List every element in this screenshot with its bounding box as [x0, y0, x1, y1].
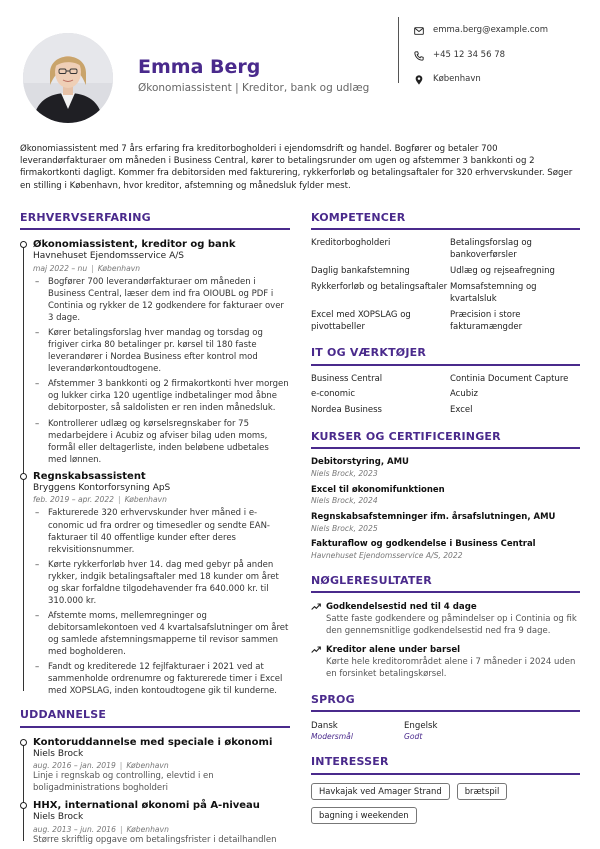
course-item	[311, 539, 580, 561]
skill-item: Excel med XOPSLAG og pivottabeller	[311, 309, 411, 332]
section-heading-achievements: NØGLERESULTATER	[311, 573, 580, 593]
education-dates: aug. 2013 – jun. 2016	[33, 824, 116, 834]
course-provider: Niels Brock, 2024	[311, 496, 378, 506]
skill-item: Præcision i store fakturamængder	[450, 309, 523, 332]
employer: Havnehuset Ejendomsservice A/S	[33, 251, 184, 262]
skill-item: Momsafstemning og kvartalsluk	[450, 281, 537, 304]
section-heading-languages: SPROG	[311, 692, 580, 712]
job-bullets	[33, 507, 290, 697]
resume-header	[0, 0, 600, 135]
job-title: Regnskabsassistent	[33, 470, 146, 482]
contact-email[interactable]	[414, 19, 548, 44]
profile-photo	[23, 33, 113, 123]
timeline-dot	[20, 241, 27, 248]
course-title: Fakturaflow og godkendelse i Business Central	[311, 538, 536, 549]
experience-item	[33, 470, 290, 698]
contact-list	[414, 19, 548, 93]
tool-item: Excel	[450, 405, 473, 416]
experience-timeline	[20, 238, 290, 697]
job-bullet: – Bogfører 700 leverandørfakturaer om måneden i Business Central, læser dem ind fra OIOUBL og PDF i Continia og rykker de 12 godkendere for fakturaer over 3 dage.	[33, 276, 290, 324]
degree-title: HHX, international økonomi på A-niveau	[33, 800, 260, 812]
section-heading-skills: KOMPETENCER	[311, 210, 580, 230]
candidate-name: Emma Berg	[138, 56, 261, 78]
education-description: Større skriftlig opgave om betalingsfrister i detailhandlen	[33, 834, 277, 845]
tool-item: e-conomic	[311, 389, 356, 400]
timeline-dot	[20, 473, 27, 480]
job-dates: maj 2022 – nu	[33, 263, 88, 273]
achievement-item	[311, 601, 580, 637]
education-dates: aug. 2016 – jan. 2019	[33, 761, 116, 771]
course-provider: Havnehuset Ejendomsservice A/S, 2022	[311, 550, 463, 560]
education-item	[33, 799, 290, 847]
interests-section	[311, 754, 580, 824]
skill-item: Daglig bankafstemning	[311, 265, 410, 276]
job-location: København	[97, 263, 141, 273]
language-level: Modersmål	[311, 731, 353, 741]
course-title: Regnskabsafstemninger ifm. årsafslutningen, AMU	[311, 511, 556, 522]
education-item	[33, 736, 290, 795]
interest-tag: bagning i weekenden	[311, 807, 417, 824]
tool-item: Business Central	[311, 373, 383, 384]
skill-item: Kreditorbogholderi	[311, 238, 391, 249]
job-bullet: – Fandt og krediterede 12 fejlfakturaer i 2021 ved at sammenholde ordrenumre og fakturerede timer i Excel med XOPSLAG, inden kontoudtogene gik til kunderne.	[33, 661, 290, 697]
job-dates: feb. 2019 – apr. 2022	[33, 495, 114, 505]
job-bullet: – Kontrollerer udlæg og kørselsregnskaber for 75 medarbejdere i Acubiz og afviser bilag uden moms, formål eller deltagerliste, inden beløbene udbetales med lønnen.	[33, 418, 290, 466]
interest-tag: brætspil	[457, 783, 508, 800]
achievement-description: Satte faste godkendere og påmindelser op i Continia og fik den gennemsnitlige godkendelsestid ned fra 9 dage.	[326, 614, 577, 637]
job-bullets	[33, 276, 290, 466]
contact-location	[414, 68, 548, 93]
section-heading-courses: KURSER OG CERTIFICERINGER	[311, 429, 580, 449]
course-item	[311, 512, 580, 534]
job-meta: maj 2022 – nu | København	[33, 263, 141, 273]
languages-grid	[311, 720, 580, 743]
course-item	[311, 485, 580, 507]
school: Niels Brock	[33, 748, 84, 759]
interest-tag: Havkajak ved Amager Strand	[311, 783, 450, 800]
course-item	[311, 457, 580, 479]
contact-phone-text: +45 12 34 56 78	[433, 49, 506, 60]
job-bullet: – Afstemte moms, mellemregninger og debitorsamlekontoen ved 4 kvartalsafslutninger om året og samlede afstemningsmapperne til revisor sammen med bogholderen.	[33, 610, 290, 658]
school: Niels Brock	[33, 812, 84, 823]
contact-phone[interactable]	[414, 44, 548, 69]
email-icon	[414, 26, 424, 36]
language-name: Dansk	[311, 720, 338, 731]
tools-grid	[311, 374, 580, 418]
contact-location-text: København	[433, 74, 481, 85]
job-bullet: – Kørte rykkerforløb hver 14. dag med gebyr på anden rykker, indgik betalingsaftaler med 18 kunder om året og skar forfaldne tilgodehavender fra 640.000 kr. til 310.000 kr.	[33, 559, 290, 607]
contact-email-text: emma.berg@example.com	[433, 25, 549, 36]
skills-section	[311, 210, 580, 333]
degree-title: Kontoruddannelse med speciale i økonomi	[33, 736, 273, 748]
achievement-title: Kreditor alene under barsel	[326, 644, 461, 655]
skill-item: Udlæg og rejseafregning	[450, 265, 555, 276]
section-heading-interests: INTERESSER	[311, 754, 580, 774]
experience-item	[33, 238, 290, 466]
person-photo	[23, 33, 113, 123]
location-pin-icon	[414, 75, 424, 85]
job-bullet: – Fakturerede 320 erhvervskunder hver måned i e-conomic ud fra ordrer og timesedler og sendte EAN-fakturaer til 40 offentlige kunder efter deres rekvisitionsnummer.	[33, 507, 290, 555]
right-column	[311, 210, 580, 836]
achievement-description: Kørte hele kreditorområdet alene i 7 måneder i 2024 uden en forsinket betalingskørsel.	[326, 656, 576, 679]
header-divider	[398, 17, 399, 83]
language-item	[404, 720, 504, 743]
tool-item: Continia Document Capture	[450, 373, 569, 384]
course-title: Debitorstyring, AMU	[311, 457, 409, 468]
course-title: Excel til økonomifunktionen	[311, 484, 445, 495]
education-location: København	[126, 824, 169, 834]
job-title: Økonomiassistent, kreditor og bank	[33, 239, 236, 251]
education-location: København	[126, 761, 169, 771]
left-column	[20, 210, 290, 849]
skills-grid	[311, 238, 580, 333]
interest-tags	[311, 783, 541, 825]
skill-item: Betalingsforslag og bankoverførsler	[450, 238, 532, 261]
section-heading-tools: IT OG VÆRKTØJER	[311, 345, 580, 365]
education-meta: aug. 2016 – jan. 2019 | København	[33, 761, 169, 771]
tool-item: Acubiz	[450, 389, 478, 400]
job-location: København	[124, 495, 167, 505]
timeline-dot	[20, 739, 27, 746]
tool-item: Nordea Business	[311, 405, 382, 416]
course-provider: Niels Brock, 2025	[311, 523, 378, 533]
candidate-title: Økonomiassistent | Kreditor, bank og udlæg	[138, 82, 370, 94]
achievement-item	[311, 644, 580, 680]
achievements-section	[311, 573, 580, 679]
achievement-title: Godkendelsestid ned til 4 dage	[326, 602, 477, 613]
section-heading-experience: ERHVERVSERFARING	[20, 210, 290, 230]
languages-section	[311, 692, 580, 743]
courses-section	[311, 429, 580, 561]
employer: Bryggens Kontorforsyning ApS	[33, 482, 171, 493]
profile-summary: Økonomiassistent med 7 års erfaring fra kreditorbogholderi i ejendomsdrift og handel. Bogfører og betaler 700 leverandørfakturaer om måneden i Business Central, kører to betalingsrunder om ugen og afstemmer 3 bankkonti og 2 firmakortkonti dagligt. Kommer fra debitorsiden med fakturering, rykkerforløb og betalingsaftaler for 320 erhvervskunder. Søger en stilling i København, hvor kreditor, afstemning og månedsluk fylder mest.	[20, 144, 573, 191]
job-meta: feb. 2019 – apr. 2022 | København	[33, 495, 167, 505]
trend-up-icon	[311, 645, 321, 654]
section-heading-education: UDDANNELSE	[20, 707, 290, 727]
language-level: Godt	[404, 731, 423, 741]
trend-up-icon	[311, 602, 321, 611]
education-description: Linje i regnskab og controlling, elevtid i en boligadministrations bogholderi	[33, 771, 214, 794]
language-name: Engelsk	[404, 720, 438, 731]
skill-item: Rykkerforløb og betalingsaftaler	[311, 281, 448, 292]
course-provider: Niels Brock, 2023	[311, 469, 378, 479]
tools-section	[311, 345, 580, 417]
job-bullet: – Afstemmer 3 bankkonti og 2 firmakortkonti hver morgen og lukker cirka 120 ugentlige indbetalinger mod åbne debitorposter, så saldolisten er ren inden månedsluk.	[33, 378, 290, 414]
phone-icon	[414, 51, 424, 61]
language-item	[311, 720, 404, 743]
job-bullet: – Kører betalingsforslag hver mandag og torsdag og frigiver cirka 80 betalinger pr. kørsel til 180 faste leverandører i Nordea Business efter kontrol mod leverandørkontoudtogene.	[33, 327, 290, 375]
education-timeline	[20, 736, 290, 847]
education-meta: aug. 2013 – jun. 2016 | København	[33, 824, 169, 834]
timeline-dot	[20, 802, 27, 809]
